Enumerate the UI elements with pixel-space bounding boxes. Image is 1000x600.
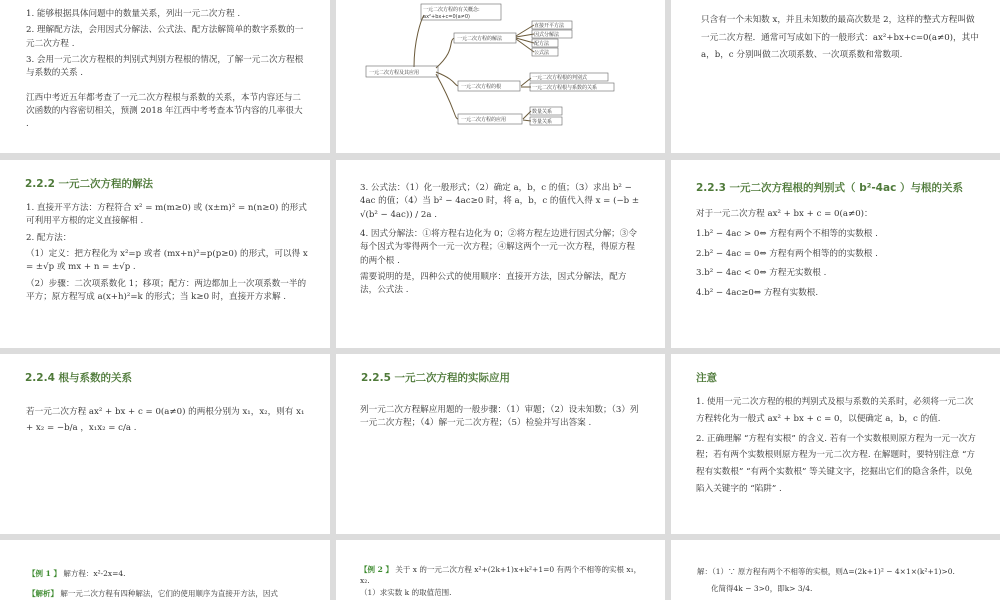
mindmap-general-form: ax²+bx+c=0(a≠0) (423, 14, 470, 20)
example-subquestion: （1）求实数 k 的取值范围. (360, 587, 452, 597)
section-title: 注意 (696, 372, 717, 384)
objective-item: 3. 会用一元二次方程根的判别式判别方程根的情况，了解一元二次方程根与系数的关系 . (26, 54, 304, 79)
example-label: 【例 2 】 (360, 565, 393, 574)
method-complete-square: 2. 配方法： (26, 232, 72, 243)
method-factoring: 4. 因式分解法：①将方程右边化为 0；②将方程左边进行因式分解；③令每个因式为零得两个一元一次方程；④解这两个一元一次方程，得原方程的两个根 . (360, 228, 637, 266)
discriminant-intro: 对于一元二次方程 ax² + bx + c = 0(a≠0)： (696, 209, 873, 219)
slide-application[interactable] (336, 354, 665, 534)
mindmap-app-item: 数量关系 (532, 109, 553, 115)
mindmap-concept: 一元二次方程的有关概念: (423, 7, 480, 13)
slide-discriminant[interactable] (671, 160, 1000, 348)
method-formula: 3. 公式法：（1）化一般形式；（2）确定 a，b，c 的值；（3）求出 b² − 4ac 的值；（4）当 b² − 4ac≥0 时，将 a，b，c 的值代入得 x = (−b ± √(b² − 4ac)) / 2a . (360, 183, 640, 220)
objective-item: 2. 理解配方法，会用因式分解法、公式法、配方法解简单的数字系数的一元二次方程 . (26, 25, 304, 49)
example-1-text (28, 564, 308, 600)
slide-solving-methods[interactable] (0, 160, 330, 348)
slide-solution[interactable] (671, 540, 1000, 600)
mindmap-root: 一元二次方程及其应用 (369, 70, 420, 76)
discriminant-case: 1.b² − 4ac > 0⇔ 方程有两个不相等的实数根 . (696, 228, 878, 239)
application-steps: 列一元二次方程解应用题的一般步骤：（1）审题；（2）设未知数；（3）列一元二次方程；（4）解一元二次方程；（5）检验并写出答案 . (360, 405, 639, 429)
analysis-text: 解一元二次方程有四种解法，它们的使用顺序为直接开方法，因式 (60, 588, 278, 598)
mindmap-method: 公式法 (534, 50, 550, 56)
formula-factoring-text (360, 182, 642, 301)
mindmap-roots-item: 一元二次方程根与系数的关系 (532, 85, 598, 91)
solution-label: 解： (697, 567, 712, 576)
slide-formula-factoring[interactable] (336, 160, 665, 348)
exam-note: 江西中考近五年都考查了一元二次方程根与系数的关系，本节内容还与二次函数的内容密切相关，预测 2018 年江西中考考查本节内容的几率很大 . (26, 92, 303, 130)
mindmap-diagram (336, 0, 665, 153)
slide-vieta[interactable] (0, 354, 330, 534)
slide-objectives[interactable] (0, 0, 330, 153)
solution-step: （1）∵ 原方程有两个不相等的实根，则Δ=(2k+1)² − 4×1×(k²+1)>0. (712, 567, 955, 576)
definition-text: 只含有一个未知数 x，并且未知数的最高次数是 2，这样的整式方程叫做一元二次方程．通常可写成如下的一般形式：ax²+bx+c=0(a≠0)，其中 a，b，c 分别叫做二次项系数、一次项系数和常数项. (701, 15, 979, 61)
mindmap-method: 直接开平方法 (534, 23, 565, 29)
complete-square-definition: （1）定义：把方程化为 x²=p 或者 (mx+n)²=p(p≥0) 的形式，可以得 x = ±√p 或 mx + n = ±√p . (26, 248, 308, 273)
solution-step: 化简得4k − 3>0，即k> 3/4. (711, 583, 813, 593)
mindmap-branch-app: 一元二次方程的应用 (461, 117, 507, 123)
section-title: 2.2.2 一元二次方程的解法 (25, 178, 154, 190)
slide-notes[interactable] (671, 354, 1000, 534)
slide-example-2[interactable] (336, 540, 665, 600)
mindmap-method: 配方法 (534, 41, 550, 47)
vieta-text: 若一元二次方程 ax² + bx + c = 0(a≠0) 的两根分别为 x₁，x₂，则有 x₁ + x₂ = −b/a ，x₁x₂ = c/a . (26, 407, 305, 434)
notes-text (696, 394, 981, 501)
slide-example-1[interactable] (0, 540, 330, 600)
mindmap-branch-solve: 一元二次方程的解法 (457, 36, 503, 42)
solution-text (697, 564, 982, 597)
objectives-list (26, 8, 308, 135)
method-sqrt: 1. 直接开平方法：方程符合 x² = m(m≥0) 或 (x±m)² = n(n≥0) 的形式可利用平方根的定义直接解相 . (26, 203, 307, 227)
mindmap-method: 因式分解法 (534, 32, 560, 38)
solving-methods-text (26, 202, 308, 307)
analysis-label: 【解析】 (28, 588, 58, 598)
example-question: 关于 x 的一元二次方程 x²+(2k+1)x+k²+1=0 有两个不相等的实根 x₁，x₂. (360, 565, 642, 586)
mindmap-app-item: 等量关系 (532, 119, 553, 125)
methods-order-note: 需要说明的是，四种公式的使用顺序：直接开方法，因式分解法，配方法，公式法 . (360, 271, 627, 296)
section-title: 2.2.5 一元二次方程的实际应用 (361, 372, 511, 384)
example-label: 【例 1 】 (28, 569, 61, 578)
section-title: 2.2.3 一元二次方程根的判别式（ b²-4ac ）与根的关系 (696, 182, 963, 194)
note-item: 2. 正确理解 “方程有实根” 的含义. 若有一个实数根则原方程为一元一次方程；若有两个实数根则原方程为一元二次方程. 在解题时，要特别注意 “方程有实数根” “有两个实数根” 等关键文字，挖掘出它们的隐含条件，以免陷入关键字的 “陷阱” . (696, 433, 976, 494)
mindmap-roots-item: 一元二次方程根的判别式 (532, 75, 588, 81)
example-2-text (360, 564, 642, 598)
discriminant-text (696, 205, 978, 304)
discriminant-case: 2.b² − 4ac = 0⇔ 方程有两个相等的的实数根 . (696, 248, 878, 259)
slide-mindmap[interactable] (336, 0, 665, 153)
discriminant-case: 3.b² − 4ac < 0⇔ 方程无实数根 . (696, 268, 827, 279)
example-question: 解方程：x²-2x=4. (63, 569, 126, 578)
note-item: 1. 使用一元二次方程的根的判别式及根与系数的关系时，必须将一元二次方程转化为一般式 ax² + bx + c = 0，以便确定 a，b，c 的值. (696, 397, 974, 424)
section-title: 2.2.4 根与系数的关系 (25, 372, 133, 384)
discriminant-case: 4.b² − 4ac≥0⇔ 方程有实数根. (696, 288, 819, 299)
mindmap-branch-roots: 一元二次方程的根 (461, 84, 502, 90)
objective-item: 1. 能够根据具体问题中的数量关系，列出一元二次方程 . (26, 9, 241, 19)
slide-definition[interactable] (671, 0, 1000, 153)
complete-square-steps: （2）步骤：二次项系数化 1；移项；配方：两边都加上一次项系数一半的平方；原方程写成 a(x+h)²=k 的形式；当 k≥0 时，直接开方求解 . (26, 278, 307, 302)
